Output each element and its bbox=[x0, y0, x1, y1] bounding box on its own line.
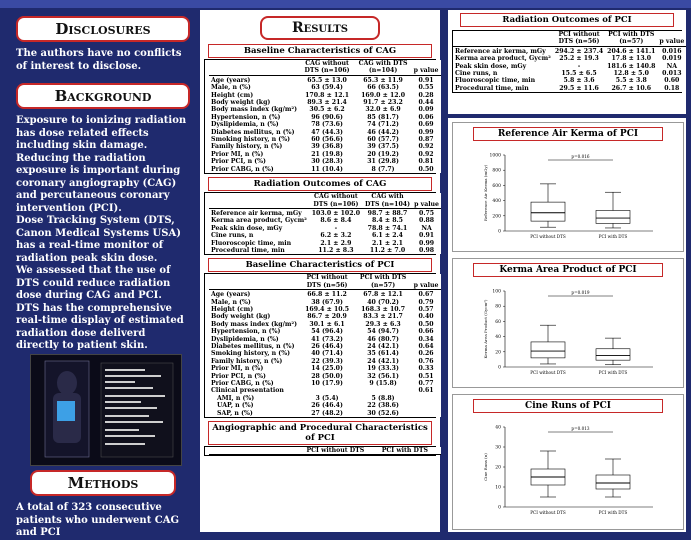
table-cell: NA bbox=[666, 62, 678, 70]
table-row bbox=[209, 129, 441, 136]
table-cell: 25.2 ± 19.3 bbox=[559, 55, 599, 63]
table-cell: Smoking history, n (%) bbox=[211, 136, 291, 144]
table-row bbox=[453, 70, 686, 77]
cag-baseline-title: Baseline Characteristics of CAG bbox=[208, 44, 432, 58]
table-cell: 17.8 ± 13.0 bbox=[611, 55, 652, 63]
table-cell: 0.18 bbox=[664, 84, 680, 92]
table-cell bbox=[411, 395, 441, 402]
table-row bbox=[209, 373, 441, 380]
table-cell: 19 (33.3) bbox=[367, 365, 399, 373]
table-cell: 26 (46.4) bbox=[311, 402, 343, 410]
table-cell: 41 (73.2) bbox=[311, 335, 343, 343]
table-row bbox=[209, 217, 441, 224]
y-tick-label: 0 bbox=[498, 365, 501, 371]
table-cell: SAP, n (%) bbox=[217, 409, 253, 417]
kap-boxplot bbox=[453, 281, 681, 385]
y-tick-label: 30 bbox=[495, 445, 501, 451]
y-tick-label: 40 bbox=[495, 335, 501, 341]
table-cell: 67.8 ± 12.1 bbox=[363, 291, 403, 299]
table-cell: Diabetes mellitus, n (%) bbox=[211, 128, 295, 136]
table-cell bbox=[355, 387, 411, 394]
results-header: Results bbox=[260, 16, 380, 40]
table-cell: 22 (38.6) bbox=[367, 402, 399, 410]
table-cell: 11.2 ± 7.0 bbox=[369, 246, 406, 254]
pci-baseline-table: PCI without DTS (n=56) PCI with DTS (n=57) p value Age (years) 66.8 ± 11.2 67.8 ± 12.1 0.67 Male, n (%) 38 (67.9) 40 (70.2) 0.79 Height (cm) 169.4 ± 10.5 168.3 ± 10.7 0.57 Body weight (kg) 86.7 ± 20.9 83.3 ± 21.7 0.40 Body mass index (kg/m²) 30.1 ± 6.1 29.3 ± 6.3 0.50 Hypertension, n (%) 54 (96.4) 54 (94.7) 0.66 Dyslipidemia, n (%) 41 (73.2) 46 (80.7) 0.34 Diabetes mellitus, n (%) 26 (46.4) 24 (42.1) 0.64 Smoking history, n (%) 40 (71.4) 35 (61.4) 0.26 Family history, n (%) 22 (39.3) 24 (42.1) 0.76 Prior MI, n (%) 14 (25.0) 19 (33.3) 0.33 Prior PCI, n (%) 28 (50.0) 32 (56.1) 0.51 Prior CABG, n (%) 10 (17.9) 9 (15.8) 0.77 Clinical presentation 0.61 AMI, n (%) 3 (5.4) 5 (8.8) UAP, n (%) 26 (46.4) 22 (38.6) SAP, n (%) 27 (48.2) 30 (52.6) bbox=[209, 274, 441, 417]
pci-radiation-table-box bbox=[452, 30, 685, 93]
table-row bbox=[209, 328, 441, 335]
table-cell: 40 (70.2) bbox=[367, 298, 399, 306]
y-tick-label: 1000 bbox=[489, 153, 501, 159]
table-row bbox=[453, 63, 686, 70]
y-tick-label: 100 bbox=[492, 289, 501, 295]
table-cell: UAP, n (%) bbox=[217, 402, 254, 410]
x-tick-label: PCI with DTS bbox=[598, 234, 628, 239]
table-row bbox=[209, 136, 441, 143]
table-cell: 39 (37.5) bbox=[367, 143, 399, 151]
table-row bbox=[209, 336, 441, 343]
table-row bbox=[209, 143, 441, 150]
dts-monitor-graphic bbox=[31, 355, 181, 465]
table-cell: 83.3 ± 21.7 bbox=[363, 313, 403, 321]
dts-monitor-image bbox=[30, 354, 182, 466]
table-cell: 0.019 bbox=[662, 55, 682, 63]
right-column bbox=[448, 10, 686, 532]
table-cell: 0.33 bbox=[418, 365, 434, 373]
table-cell: 46 (80.7) bbox=[367, 335, 399, 343]
table-cell: Height (cm) bbox=[211, 91, 254, 99]
table-cell: 24 (42.1) bbox=[367, 357, 399, 365]
cag-radiation-table: CAG without DTS (n=106) CAG with DTS (n=104) p value Reference air kerma, mGy 103.0 ± 102.0 98.7 ± 88.7 0.75 Kerma area product, Gycm² 8.6 ± 8.4 8.4 ± 8.5 0.88 Peak skin dose, mGy - 78.8 ± 74.1 NA Cine runs, n 6.2 ± 3.2 6.1 ± 2.4 0.91 Fluoroscopic time, min 2.1 ± 2.9 2.1 ± 2.1 0.99 Procedural time, min 11.2 ± 8.3 11.2 ± 7.0 0.98 bbox=[211, 193, 439, 254]
table-row bbox=[209, 121, 441, 128]
box-iqr bbox=[531, 342, 565, 358]
cag-baseline-table-box bbox=[204, 59, 439, 174]
table-cell: 294.2 ± 237.4 bbox=[554, 47, 604, 55]
table-cell: 11 (10.4) bbox=[311, 165, 343, 173]
table-cell: 96 (90.6) bbox=[311, 113, 343, 121]
pci-radiation-title: Radiation Outcomes of PCI bbox=[460, 13, 674, 27]
table-cell: Body mass index (kg/m²) bbox=[211, 106, 298, 114]
table-cell: 3 (5.4) bbox=[315, 394, 339, 402]
table-cell: 86.7 ± 20.9 bbox=[307, 313, 347, 321]
table-cell: 0.26 bbox=[418, 350, 434, 358]
table-cell: 60 (56.6) bbox=[311, 136, 343, 144]
x-tick-label: PCI with DTS bbox=[598, 370, 628, 375]
table-cell: 9 (15.8) bbox=[369, 380, 397, 388]
table-cell: 24 (42.1) bbox=[367, 343, 399, 350]
table-cell: 181.6 ± 140.8 bbox=[607, 62, 656, 70]
kap-chart bbox=[452, 258, 684, 388]
table-cell: 28 (50.0) bbox=[311, 372, 343, 380]
cag-radiation-table-box bbox=[204, 192, 439, 255]
table-cell: Fluoroscopic time, min bbox=[211, 239, 292, 247]
table-cell: 204.6 ± 141.1 bbox=[607, 47, 656, 55]
table-cell: Fluoroscopic time, min bbox=[455, 77, 536, 85]
y-tick-label: 800 bbox=[492, 168, 501, 174]
methods-text: A total of 323 consecutive patients who underwent CAG and PCI bbox=[16, 502, 180, 538]
table-row bbox=[209, 92, 441, 99]
table-cell: 0.88 bbox=[419, 217, 435, 225]
table-cell: 5 (8.8) bbox=[371, 394, 395, 402]
rak-boxplot bbox=[453, 145, 681, 249]
table-cell: 15.5 ± 6.5 bbox=[561, 70, 597, 78]
table-row bbox=[209, 75, 441, 84]
table-cell: Male, n (%) bbox=[211, 298, 251, 306]
angio-table: PCI without DTS PCI with DTS bbox=[209, 447, 441, 455]
table-cell: 22 (39.3) bbox=[311, 357, 343, 365]
table-row bbox=[209, 387, 441, 394]
table-cell: 0.92 bbox=[418, 143, 434, 151]
results-column bbox=[200, 10, 440, 532]
table-cell: 169.0 ± 12.0 bbox=[361, 91, 406, 99]
cine-chart bbox=[452, 394, 684, 530]
table-cell: 0.09 bbox=[418, 106, 434, 114]
table-cell: Diabetes mellitus, n (%) bbox=[211, 343, 295, 350]
pci-radiation-panel bbox=[448, 10, 686, 114]
pci-radiation-table: PCI without DTS (n=56) PCI with DTS (n=57) p value Reference air kerma, mGy 294.2 ± 237.4 204.6 ± 141.1 0.016 Kerma area product, Gycm² 25.2 ± 19.3 17.8 ± 13.0 0.019 Peak skin dose, mGy - 181.6 ± 140.8 NA Cine runs, n 15.5 ± 6.5 12.8 ± 5.0 0.013 Fluoroscopic time, min 5.8 ± 3.6 5.5 ± 3.8 0.60 Procedural time, min 29.5 ± 11.6 26.7 ± 10.6 0.18 bbox=[455, 31, 685, 92]
table-row bbox=[209, 208, 441, 217]
table-cell: 26 (46.4) bbox=[311, 343, 343, 350]
y-axis-label: Kerma Area Product (Gycm²) bbox=[483, 299, 488, 359]
table-cell: 26.7 ± 10.6 bbox=[611, 84, 652, 92]
table-cell: 21 (19.8) bbox=[311, 150, 343, 158]
left-column bbox=[8, 10, 198, 538]
table-cell: - bbox=[577, 62, 581, 70]
table-row bbox=[209, 247, 441, 254]
table-cell: 0.91 bbox=[418, 76, 434, 84]
table-cell: 39 (36.8) bbox=[311, 143, 343, 151]
table-cell: 74 (71.2) bbox=[367, 121, 399, 129]
table-cell: 5.8 ± 3.6 bbox=[563, 77, 595, 85]
table-cell: 169.4 ± 10.5 bbox=[305, 305, 350, 313]
table-cell: 65.3 ± 11.9 bbox=[363, 76, 403, 84]
table-cell: Procedural time, min bbox=[455, 84, 529, 92]
table-cell: 0.87 bbox=[418, 136, 434, 144]
table-cell: 0.99 bbox=[419, 239, 435, 247]
table-cell: 65.5 ± 13.0 bbox=[307, 76, 347, 84]
table-row bbox=[209, 313, 441, 320]
rak-chart bbox=[452, 122, 684, 252]
table-cell: - bbox=[334, 224, 338, 232]
methods-header: Methods bbox=[30, 470, 176, 496]
y-tick-label: 80 bbox=[495, 304, 501, 310]
table-cell: 0.60 bbox=[664, 77, 680, 85]
y-tick-label: 60 bbox=[495, 319, 501, 325]
table-cell: Prior MI, n (%) bbox=[211, 365, 264, 373]
table-cell: 103.0 ± 102.0 bbox=[311, 209, 360, 217]
y-axis-label: Reference Air Kerma (mGy) bbox=[483, 164, 488, 222]
y-tick-label: 20 bbox=[495, 350, 501, 356]
table-cell: 0.57 bbox=[418, 305, 434, 313]
table-cell: Prior MI, n (%) bbox=[211, 150, 264, 158]
table-cell: 0.91 bbox=[419, 232, 435, 240]
background-text: Exposure to ionizing radiation has dose related effects including skin damage. Reducing the radiation exposure is important during coronary angiography (CAG) and percutaneous coronary intervention (PCI). Dose Tracking System (DTS, Canon Medical Systems USA) has a real-time monitor of radiation peak skin dose. We assessed that the use of DTS could reduce radiation dose during CAG and PCI. DTS has the comprehensive real-time display of estimated radiation dose deliverd directly to patient skin. bbox=[16, 115, 187, 351]
table-cell: Height (cm) bbox=[211, 305, 254, 313]
table-row bbox=[209, 358, 441, 365]
table-cell: 30.5 ± 6.2 bbox=[309, 106, 345, 114]
table-row bbox=[209, 290, 441, 299]
y-tick-label: 10 bbox=[495, 485, 501, 491]
table-row bbox=[209, 365, 441, 372]
table-cell: 2.1 ± 2.1 bbox=[371, 239, 403, 247]
table-cell: Body mass index (kg/m²) bbox=[211, 320, 298, 328]
y-tick-label: 200 bbox=[492, 214, 501, 220]
charts-panel bbox=[448, 118, 686, 532]
pci-baseline-table-box bbox=[204, 273, 439, 418]
table-cell: 30 (52.6) bbox=[367, 409, 399, 417]
p-value-annotation: p=0.016 bbox=[571, 154, 590, 159]
pci-baseline-title: Baseline Characteristics of PCI bbox=[208, 258, 432, 272]
angio-title: Angiographic and Procedural Characteristics of PCI bbox=[208, 421, 432, 445]
table-row bbox=[453, 46, 686, 55]
table-cell: 32.0 ± 6.9 bbox=[365, 106, 401, 114]
table-row bbox=[209, 240, 441, 247]
table-row bbox=[209, 395, 441, 402]
table-cell: 30.1 ± 6.1 bbox=[309, 320, 345, 328]
table-cell: 35 (61.4) bbox=[367, 350, 399, 358]
kap-chart-title: Kerma Area Product of PCI bbox=[473, 263, 663, 277]
table-cell bbox=[411, 402, 441, 409]
table-cell: 12.8 ± 5.0 bbox=[613, 70, 649, 78]
table-cell: 0.40 bbox=[418, 313, 434, 321]
table-row bbox=[209, 380, 441, 387]
table-row bbox=[453, 77, 686, 84]
table-row bbox=[209, 321, 441, 328]
table-cell: 11.2 ± 8.3 bbox=[318, 246, 354, 254]
table-cell: 66.8 ± 11.2 bbox=[307, 291, 347, 299]
table-row bbox=[453, 55, 686, 62]
table-cell: Dyslipidemia, n (%) bbox=[211, 121, 279, 129]
table-cell: Prior PCI, n (%) bbox=[211, 158, 266, 166]
table-cell: Reference air kerma, mGy bbox=[211, 209, 302, 217]
table-cell: 78 (73.6) bbox=[311, 121, 343, 129]
cine-boxplot bbox=[453, 417, 681, 525]
table-cell: 31 (29.8) bbox=[367, 158, 399, 166]
table-cell: Hypertension, n (%) bbox=[211, 328, 281, 336]
cine-chart-title: Cine Runs of PCI bbox=[473, 399, 663, 413]
table-cell: 85 (81.7) bbox=[367, 113, 399, 121]
table-cell: Male, n (%) bbox=[211, 84, 251, 92]
table-cell: 60 (57.7) bbox=[367, 136, 399, 144]
y-tick-label: 400 bbox=[492, 199, 501, 205]
table-cell: 0.64 bbox=[418, 343, 434, 350]
table-row bbox=[209, 114, 441, 121]
table-row bbox=[209, 232, 441, 239]
box-iqr bbox=[596, 475, 630, 489]
table-cell: 98.7 ± 88.7 bbox=[367, 209, 408, 217]
angio-table-box bbox=[204, 446, 436, 456]
p-value-annotation: p=0.019 bbox=[571, 290, 590, 295]
y-tick-label: 20 bbox=[495, 465, 501, 471]
table-cell: 20 (19.2) bbox=[367, 150, 399, 158]
table-cell: 0.99 bbox=[418, 128, 434, 136]
table-cell: 0.98 bbox=[419, 246, 435, 254]
table-cell: 29.5 ± 11.6 bbox=[559, 84, 599, 92]
table-cell: Body weight (kg) bbox=[211, 313, 271, 321]
table-cell: 0.50 bbox=[418, 165, 434, 173]
table-row bbox=[209, 99, 441, 106]
table-cell: 78.8 ± 74.1 bbox=[367, 224, 408, 232]
table-cell: 0.75 bbox=[419, 209, 435, 217]
background-header: Background bbox=[16, 83, 190, 109]
table-cell: Prior PCI, n (%) bbox=[211, 372, 266, 380]
table-cell: 30 (28.3) bbox=[311, 158, 343, 166]
table-cell: 6.2 ± 3.2 bbox=[320, 232, 352, 240]
table-cell: 8.4 ± 8.5 bbox=[371, 217, 403, 225]
table-cell: Body weight (kg) bbox=[211, 99, 271, 107]
rak-chart-title: Reference Air Kerma of PCI bbox=[473, 127, 663, 141]
x-tick-label: PCI without DTS bbox=[530, 510, 566, 515]
table-row bbox=[453, 85, 686, 92]
table-cell: 46 (44.2) bbox=[367, 128, 399, 136]
table-cell: Peak skin dose, mGy bbox=[455, 62, 527, 70]
disclosures-header: Disclosures bbox=[16, 16, 190, 42]
table-cell: 32 (56.1) bbox=[367, 372, 399, 380]
table-cell: 10 (17.9) bbox=[311, 380, 343, 388]
table-cell: Kerma area product, Gycm² bbox=[211, 217, 307, 225]
table-row bbox=[209, 166, 441, 173]
table-cell: 0.51 bbox=[418, 372, 434, 380]
table-cell: 40 (71.4) bbox=[311, 350, 343, 358]
table-row bbox=[209, 410, 441, 417]
table-cell: 38 (67.9) bbox=[311, 298, 343, 306]
table-cell: 0.81 bbox=[418, 158, 434, 166]
table-cell: 0.34 bbox=[418, 335, 434, 343]
table-cell: AMI, n (%) bbox=[217, 394, 255, 402]
table-cell: 168.3 ± 10.7 bbox=[361, 305, 406, 313]
table-cell: 170.8 ± 12.1 bbox=[305, 91, 350, 99]
table-cell: Dyslipidemia, n (%) bbox=[211, 335, 279, 343]
box-iqr bbox=[596, 210, 630, 223]
table-cell: 0.67 bbox=[418, 291, 434, 299]
table-cell: 0.50 bbox=[418, 320, 434, 328]
table-cell: Age (years) bbox=[211, 291, 251, 299]
disclosures-text: The authors have no conflicts of interest to disclose. bbox=[16, 48, 182, 72]
table-row bbox=[209, 151, 441, 158]
table-row bbox=[209, 402, 441, 409]
table-cell bbox=[411, 410, 441, 417]
table-cell: 0.76 bbox=[418, 357, 434, 365]
table-cell: Cine runs, n bbox=[211, 232, 254, 240]
table-cell: 14 (25.0) bbox=[311, 365, 343, 373]
table-cell: 0.79 bbox=[418, 298, 434, 306]
table-row bbox=[209, 158, 441, 165]
table-cell: Reference air kerma, mGy bbox=[455, 47, 546, 55]
y-tick-label: 0 bbox=[498, 505, 501, 511]
table-cell: 0.92 bbox=[418, 150, 434, 158]
table-cell: 0.69 bbox=[418, 121, 434, 129]
table-cell: 89.3 ± 21.4 bbox=[307, 99, 347, 107]
y-tick-label: 0 bbox=[498, 229, 501, 235]
table-cell: Procedural time, min bbox=[211, 246, 285, 254]
table-cell bbox=[299, 387, 355, 394]
table-row bbox=[209, 84, 441, 91]
table-row bbox=[209, 350, 441, 357]
box-iqr bbox=[596, 349, 630, 360]
table-cell: 8.6 ± 8.4 bbox=[320, 217, 352, 225]
table-cell: 0.016 bbox=[662, 47, 682, 55]
table-row bbox=[209, 106, 441, 113]
table-cell: 91.7 ± 23.2 bbox=[363, 99, 403, 107]
table-cell: Hypertension, n (%) bbox=[211, 113, 281, 121]
table-row bbox=[209, 306, 441, 313]
table-cell: Prior CABG, n (%) bbox=[211, 380, 274, 388]
table-cell: Smoking history, n (%) bbox=[211, 350, 291, 358]
table-cell: 54 (94.7) bbox=[367, 328, 399, 336]
table-cell: 0.06 bbox=[418, 113, 434, 121]
table-row bbox=[209, 299, 441, 306]
table-cell: 29.3 ± 6.3 bbox=[365, 320, 401, 328]
table-cell: Clinical presentation bbox=[211, 387, 284, 395]
x-tick-label: PCI with DTS bbox=[598, 510, 628, 515]
table-row bbox=[209, 225, 441, 232]
table-cell: 0.44 bbox=[418, 99, 434, 107]
table-cell: 47 (44.3) bbox=[311, 128, 343, 136]
y-tick-label: 600 bbox=[492, 183, 501, 189]
table-cell: 0.013 bbox=[662, 70, 682, 78]
table-cell: 2.1 ± 2.9 bbox=[320, 239, 352, 247]
table-cell: Kerma area product, Gycm² bbox=[455, 55, 551, 63]
table-cell: NA bbox=[421, 224, 432, 232]
cag-radiation-title: Radiation Outcomes of CAG bbox=[208, 177, 432, 191]
table-cell: Age (years) bbox=[211, 76, 251, 84]
table-cell: 6.1 ± 2.4 bbox=[371, 232, 403, 240]
table-row bbox=[209, 343, 441, 350]
table-cell: 0.28 bbox=[418, 91, 434, 99]
table-cell: 27 (48.2) bbox=[311, 409, 343, 417]
p-value-annotation: p=0.013 bbox=[571, 426, 590, 431]
x-tick-label: PCI without DTS bbox=[530, 234, 566, 239]
table-cell: 54 (96.4) bbox=[311, 328, 343, 336]
y-tick-label: 40 bbox=[495, 425, 501, 431]
x-tick-label: PCI without DTS bbox=[530, 370, 566, 375]
box-iqr bbox=[531, 202, 565, 221]
table-cell: Cine runs, n bbox=[455, 70, 498, 78]
table-cell: Peak skin dose, mGy bbox=[211, 224, 283, 232]
table-cell: 0.55 bbox=[418, 84, 434, 92]
table-cell: 0.66 bbox=[418, 328, 434, 336]
cag-baseline-table: CAG without DTS (n=106) CAG with DTS (n=104) p value Age (years) 65.5 ± 13.0 65.3 ± 11.9 0.91 Male, n (%) 63 (59.4) 66 (63.5) 0.55 Height (cm) 170.8 ± 12.1 169.0 ± 12.0 0.28 Body weight (kg) 89.3 ± 21.4 91.7 ± 23.2 0.44 Body mass index (kg/m²) 30.5 ± 6.2 32.0 ± 6.9 0.09 Hypertension, n (%) 96 (90.6) 85 (81.7) 0.06 Dyslipidemia, n (%) 78 (73.6) 74 (71.2) 0.69 Diabetes mellitus, n (%) 47 (44.3) 46 (44.2) 0.99 Smoking history, n (%) 60 (56.6) 60 (57.7) 0.87 Family history, n (%) 39 (36.8) 39 (37.5) 0.92 Prior MI, n (%) 21 (19.8) 20 (19.2) 0.92 Prior PCI, n (%) 30 (28.3) 31 (29.8) 0.81 Prior CABG, n (%) 11 (10.4) 8 (7.7) 0.50 bbox=[209, 60, 441, 173]
table-cell: 0.77 bbox=[418, 380, 434, 388]
table-cell: 63 (59.4) bbox=[311, 84, 343, 92]
table-cell: Family history, n (%) bbox=[211, 357, 283, 365]
table-cell: 8 (7.7) bbox=[371, 165, 395, 173]
table-cell: Family history, n (%) bbox=[211, 143, 283, 151]
table-cell: 0.61 bbox=[418, 387, 434, 395]
table-cell: 5.5 ± 3.8 bbox=[615, 77, 647, 85]
y-axis-label: Cine Runs (n) bbox=[483, 453, 488, 481]
top-bar bbox=[0, 0, 691, 8]
table-cell: Prior CABG, n (%) bbox=[211, 165, 274, 173]
table-cell: 66 (63.5) bbox=[367, 84, 399, 92]
